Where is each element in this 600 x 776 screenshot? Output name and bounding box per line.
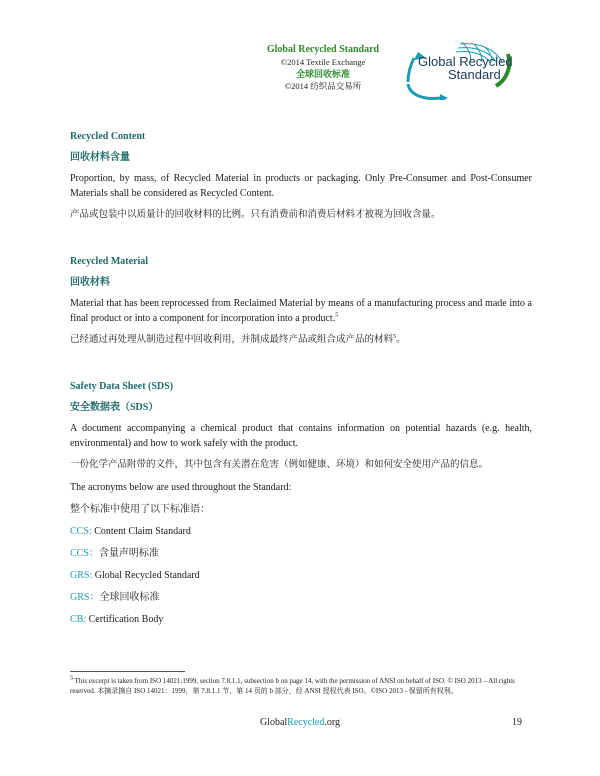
- header-copyright-cn: ©2014 纺织品交易所: [284, 81, 362, 91]
- site-prefix: Global: [259, 717, 288, 728]
- header-title-en: Global Recycled Standard: [266, 44, 380, 55]
- acronym-sep: :: [88, 526, 95, 537]
- definition-en-text: Material that has been reprocessed from Reclaimed Material by means of a manufacturing process and made into a final product or into a component for incorporation into a product.: [70, 298, 532, 324]
- footnote-number: 5: [70, 675, 73, 682]
- acronym-key: CCS: [70, 526, 89, 537]
- acronym-value: Global Recycled Standard: [94, 570, 200, 581]
- footnote-text-en: This excerpt is taken from ISO 14021:1999, section 7.8.1.1, subsection b on page 14, with the permission of ANSI on behalf of ISO. © ISO 2013 – All rights reserved.: [70, 677, 515, 695]
- acronym-value: Certification Body: [88, 614, 164, 625]
- acronym-value: Content Claim Standard: [94, 526, 191, 537]
- definition-en: Proportion, by mass, of Recycled Material in products or packaging. Only Pre-Consumer and Post-Consumer Materials shall be considered as Recycled Content.: [70, 173, 532, 199]
- section-heading-en: Recycled Content: [70, 131, 146, 142]
- definition-en: [70, 296, 532, 326]
- header-text-block: [228, 44, 418, 92]
- acronym-item: [70, 591, 532, 604]
- page-content: [70, 130, 532, 626]
- acronym-item: [70, 525, 532, 538]
- footnote-text-cn: 本摘录摘自 ISO 14021：1999，第 7.8.1.1 节，第 14 页的 b 部分，经 ANSI 授权代表 ISO。©ISO 2013 - 保留所有权利。: [95, 687, 458, 695]
- logo-text-line1: Global Recycled: [418, 54, 513, 69]
- acronym-sep: ：: [89, 592, 100, 603]
- definition-cn: [70, 333, 532, 347]
- page-header: [0, 0, 600, 110]
- definition-cn: 一份化学产品附带的文件，其中包含有关潜在危害（例如健康、环境）和如何安全使用产品的信息。: [70, 460, 489, 470]
- section-heading-en: Recycled Material: [70, 256, 149, 267]
- acronym-item: [70, 569, 532, 582]
- section-sds: [70, 380, 532, 626]
- definition-cn: 产品或包装中以质量计的回收材料的比例。只有消费前和消费后材料才被视为回收含量。: [70, 210, 441, 220]
- acronym-value: 全球回收标准: [99, 592, 160, 603]
- section-recycled-material: [70, 255, 532, 347]
- definition-en: A document accompanying a chemical product that contains information on potential hazards (e.g. health, environmental) and how to work safely with the product.: [70, 423, 532, 449]
- footnote-ref-cn: 5: [393, 333, 397, 340]
- header-title-cn: 全球回收标准: [295, 69, 350, 79]
- definition-cn-text: 已经通过再处理从制造过程中回收利用，并制成最终产品或组合成产品的材料: [70, 335, 394, 345]
- acronyms-intro-cn: 整个标准中使用了以下标准语：: [70, 504, 210, 515]
- acronym-sep: ：: [88, 548, 99, 559]
- section-heading-cn: 回收材料: [70, 277, 110, 288]
- acronym-item: [70, 547, 532, 560]
- footnote-ref: 5: [335, 312, 339, 319]
- section-heading-cn: 回收材料含量: [70, 152, 130, 163]
- definition-cn-end: 。: [396, 335, 406, 345]
- site-highlight: Recycled: [287, 717, 325, 728]
- acronym-key: GRS: [70, 592, 90, 603]
- footnote: [70, 676, 532, 696]
- acronym-item: [70, 613, 532, 626]
- acronym-sep: :: [89, 570, 95, 581]
- acronym-value: 含量声明标准: [98, 548, 159, 559]
- logo-text-line2: Standard: [448, 67, 501, 82]
- footer-website[interactable]: [0, 717, 600, 728]
- grs-logo: [400, 40, 540, 100]
- acronym-sep: :: [83, 614, 89, 625]
- acronym-key: CB: [70, 614, 84, 625]
- acronym-key: GRS: [70, 570, 90, 581]
- site-suffix: .org: [324, 717, 341, 728]
- section-heading-en: Safety Data Sheet (SDS): [70, 381, 174, 392]
- acronym-key: CCS: [70, 548, 89, 559]
- page-number: 19: [512, 717, 522, 728]
- header-copyright-en: ©2014 Textile Exchange: [280, 57, 366, 67]
- section-heading-cn: 安全数据表（SDS）: [70, 402, 159, 413]
- acronyms-intro-en: The acronyms below are used throughout the Standard:: [70, 482, 292, 493]
- section-recycled-content: [70, 130, 532, 222]
- footnote-divider: [70, 671, 185, 672]
